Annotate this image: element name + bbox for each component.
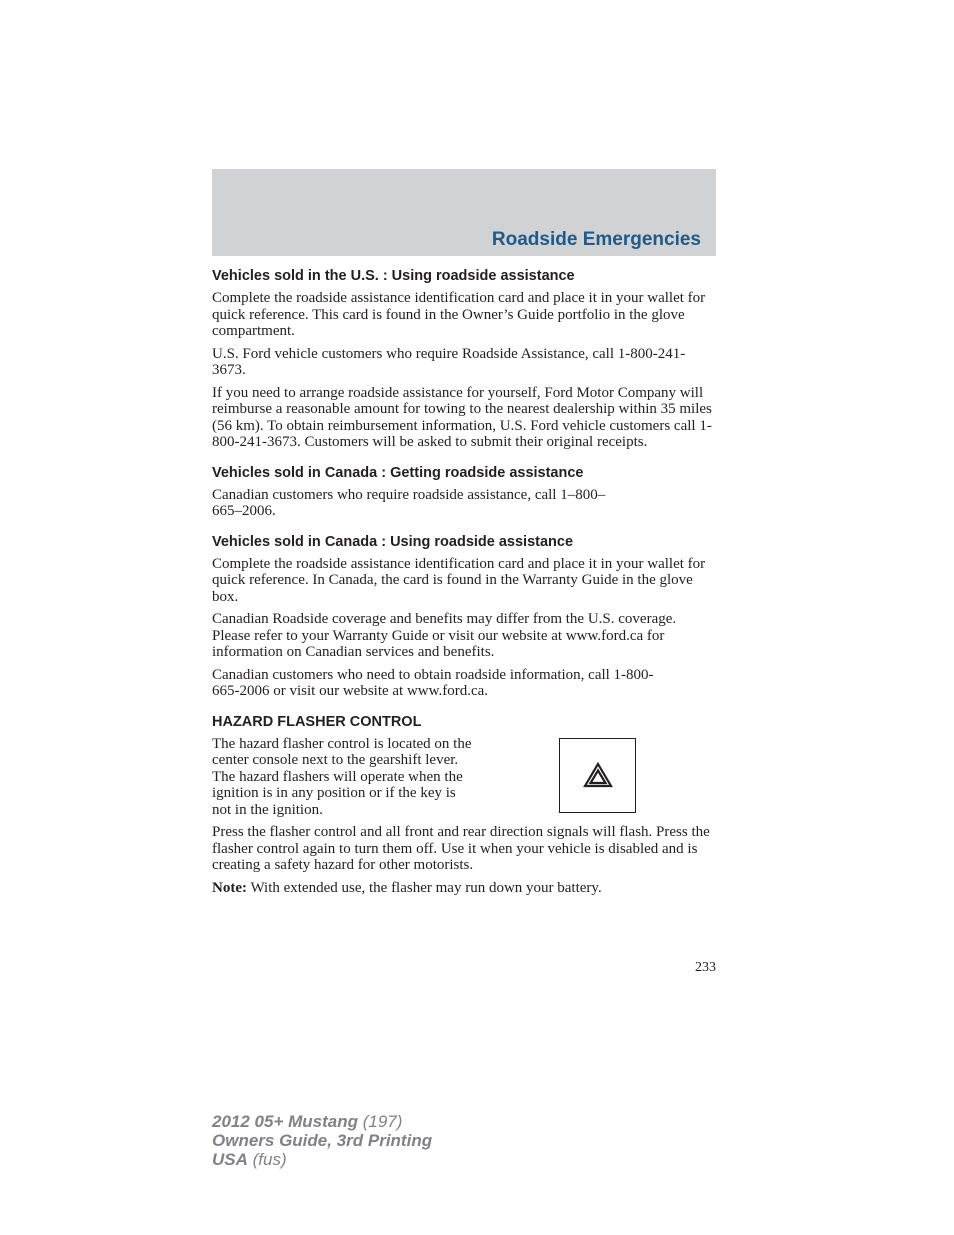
hazard-block	[212, 736, 717, 819]
footer-model-code: (197)	[358, 1112, 403, 1131]
heading-us-roadside: Vehicles sold in the U.S. : Using roadside assistance	[212, 268, 575, 284]
footer-model: 2012 05+ Mustang	[212, 1112, 358, 1131]
heading-canada-getting: Vehicles sold in Canada : Getting roadside assistance	[212, 464, 584, 481]
hazard-icon-box	[559, 738, 636, 813]
paragraph: Canadian customers who require roadside assistance, call 1–800–665–2006.	[212, 486, 606, 519]
footer-guide: Owners Guide, 3rd Printing	[212, 1131, 433, 1150]
section-title: Roadside Emergencies	[491, 229, 701, 250]
hazard-intro: The hazard flasher control is located on the center console next to the gearshift lever. The hazard flashers will operate when the ignition is in any position or if the key is not in the ignition.	[212, 735, 472, 818]
note	[212, 880, 717, 897]
paragraph: Complete the roadside assistance identification card and place it in your wallet for quick reference. This card is found in the Owner’s Guide portfolio in the glove compartment.	[212, 290, 706, 339]
footer-market: USA	[212, 1150, 248, 1169]
hazard-triangle-icon	[583, 762, 613, 788]
header-band	[212, 169, 716, 256]
footer-market-code: (fus)	[247, 1150, 287, 1169]
page-content	[212, 268, 717, 902]
note-text: With extended use, the flasher may run down your battery.	[246, 879, 602, 896]
paragraph: Press the flasher control and all front and rear direction signals will flash. Press the flasher control again to turn them off. Use it when your vehicle is disabled and is creating a safety hazard for other motorists.	[212, 824, 710, 873]
paragraph: Complete the roadside assistance identification card and place it in your wallet for quick reference. In Canada, the card is found in the Warranty Guide in the glove box.	[212, 555, 706, 605]
paragraph: If you need to arrange roadside assistance for yourself, Ford Motor Company will reimburse a reasonable amount for towing to the nearest dealership within 35 miles (56 km). To obtain reimbursement information, U.S. Ford vehicle customers call 1-800-241-3673. Customers will be asked to submit their original receipts.	[212, 384, 712, 450]
heading-canada-using: Vehicles sold in Canada : Using roadside assistance	[212, 533, 574, 550]
footer	[212, 1112, 432, 1169]
page-number: 233	[695, 960, 716, 975]
paragraph: Canadian Roadside coverage and benefits may differ from the U.S. coverage. Please refer to your Warranty Guide or visit our website at www.ford.ca for information on Canadian services and benefits.	[212, 611, 677, 660]
heading-hazard-flasher: HAZARD FLASHER CONTROL	[212, 713, 422, 730]
paragraph: Canadian customers who need to obtain roadside information, call 1-800-665-2006 or visit our website at www.ford.ca.	[212, 666, 654, 699]
paragraph: U.S. Ford vehicle customers who require Roadside Assistance, call 1-800-241-3673.	[212, 345, 686, 378]
note-label: Note:	[212, 879, 247, 896]
